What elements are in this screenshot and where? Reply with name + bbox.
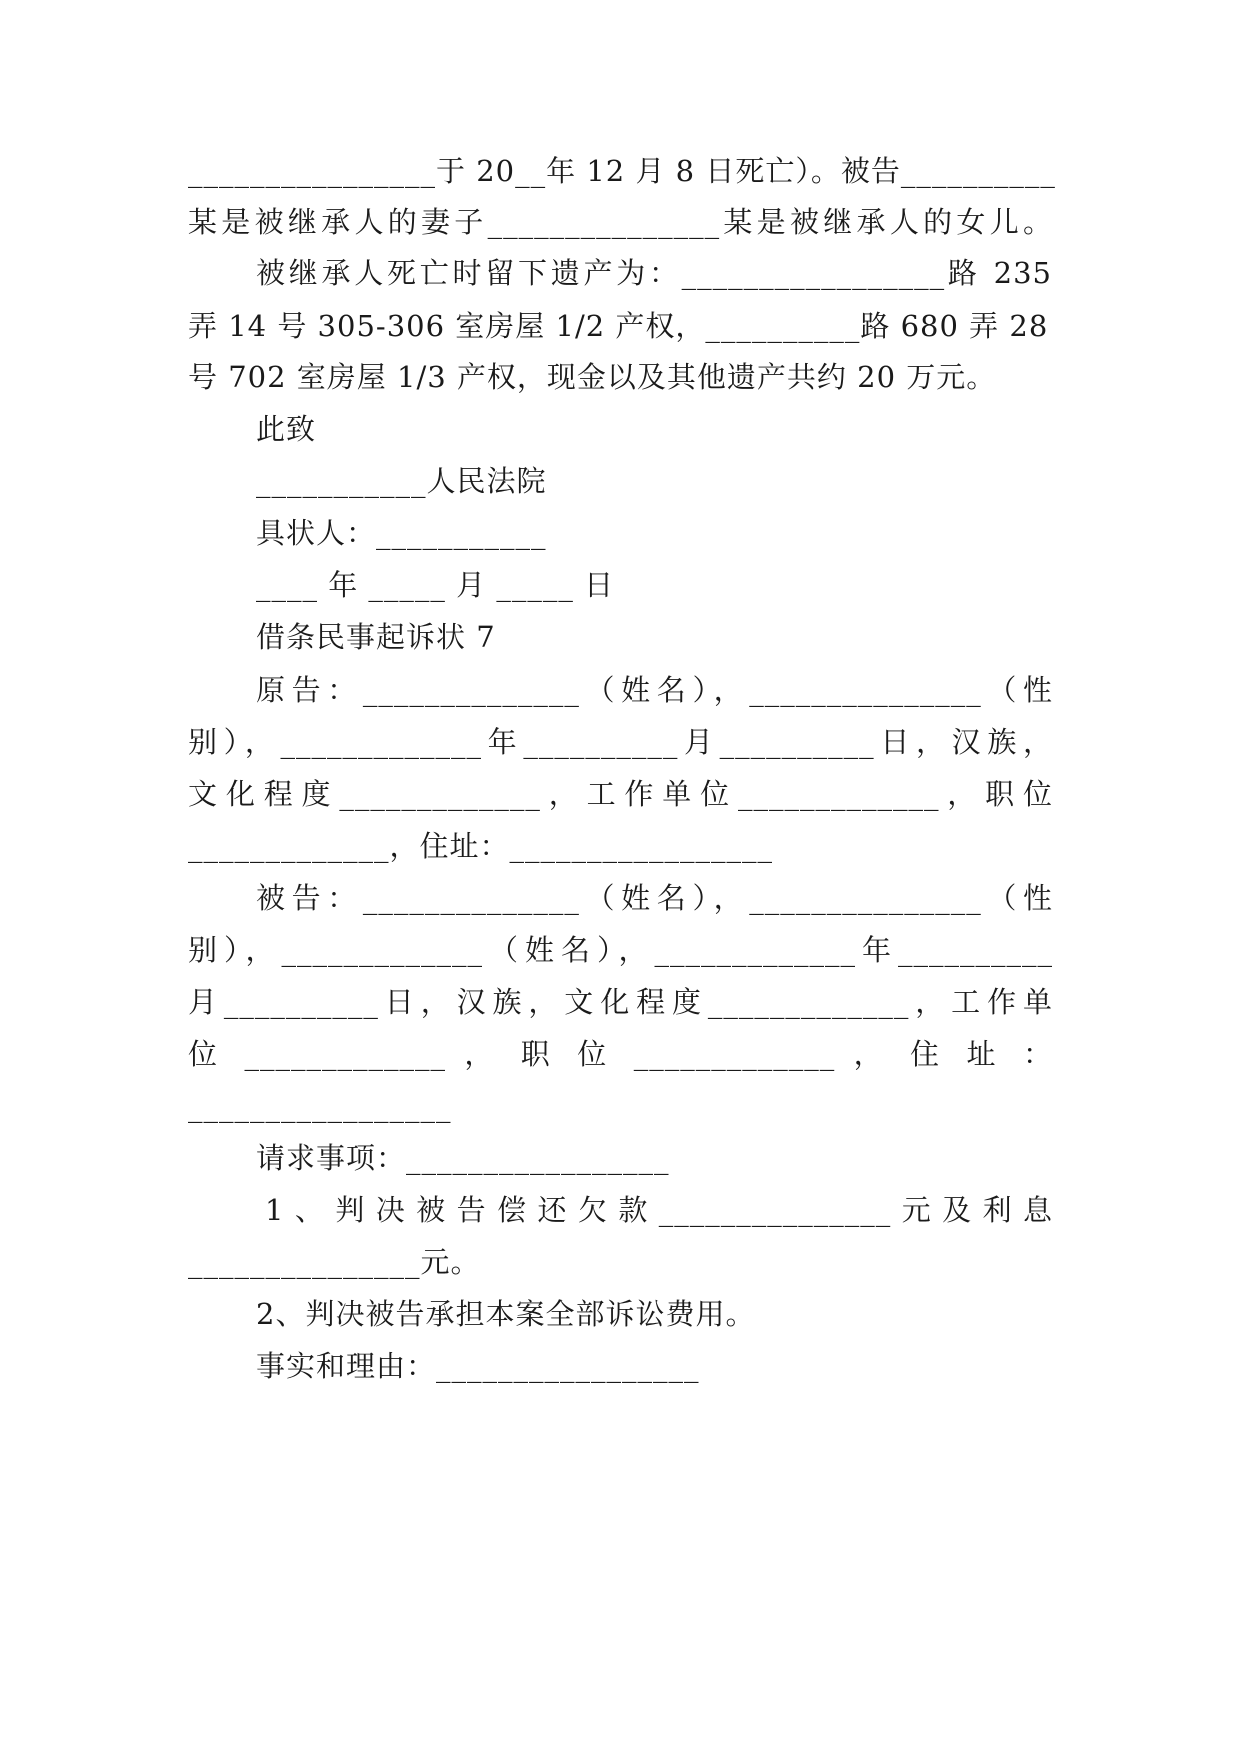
text-line-12: 别），_____________年__________月__________日，汉族， xyxy=(188,725,1053,759)
text-line-20: 请求事项：_________________ xyxy=(256,1141,670,1175)
text-line-4: 弄 14 号 305-306 室房屋 1/2 产权，__________路 680 弄 28 xyxy=(188,309,1049,343)
text-line-1: ________________于 20__年 12 月 8 日死亡）。被告__________ xyxy=(188,154,1056,188)
text-line-6: 此致 xyxy=(256,412,317,446)
text-line-13: 文化程度_____________，工作单位_____________，职位 xyxy=(188,777,1053,811)
text-line-18: 位 _____________ ， 职 位 _____________ ， 住 址 ： xyxy=(188,1037,1053,1071)
text-line-7: ___________人民法院 xyxy=(256,464,547,498)
text-line-8: 具状人：___________ xyxy=(256,516,547,550)
text-line-17: 月__________日，汉族，文化程度_____________，工作单 xyxy=(188,985,1053,1019)
text-line-10: 借条民事起诉状 7 xyxy=(256,620,496,654)
text-line-19: _________________ xyxy=(188,1089,452,1123)
text-line-14: _____________，住址：_________________ xyxy=(188,829,774,863)
text-line-21: 1、判决被告偿还欠款_______________元及利息 xyxy=(265,1193,1053,1227)
text-line-23: 2、判决被告承担本案全部诉讼费用。 xyxy=(256,1297,756,1331)
text-line-24: 事实和理由：_________________ xyxy=(256,1349,700,1383)
text-line-22: _______________元。 xyxy=(188,1245,481,1279)
text-line-15: 被告：______________（姓名），_______________（性 xyxy=(256,881,1053,915)
text-line-2: 某是被继承人的妻子_______________某是被继承人的女儿。 xyxy=(188,205,1053,239)
text-line-3: 被继承人死亡时留下遗产为：_________________路 235 xyxy=(256,256,1052,290)
text-line-9: ____ 年 _____ 月 _____ 日 xyxy=(256,568,615,602)
text-line-16: 别），_____________（姓名），_____________年__________ xyxy=(188,933,1053,967)
text-line-5: 号 702 室房屋 1/3 产权，现金以及其他遗产共约 20 万元。 xyxy=(188,360,997,394)
text-line-11: 原告：______________（姓名），_______________（性 xyxy=(256,673,1053,707)
